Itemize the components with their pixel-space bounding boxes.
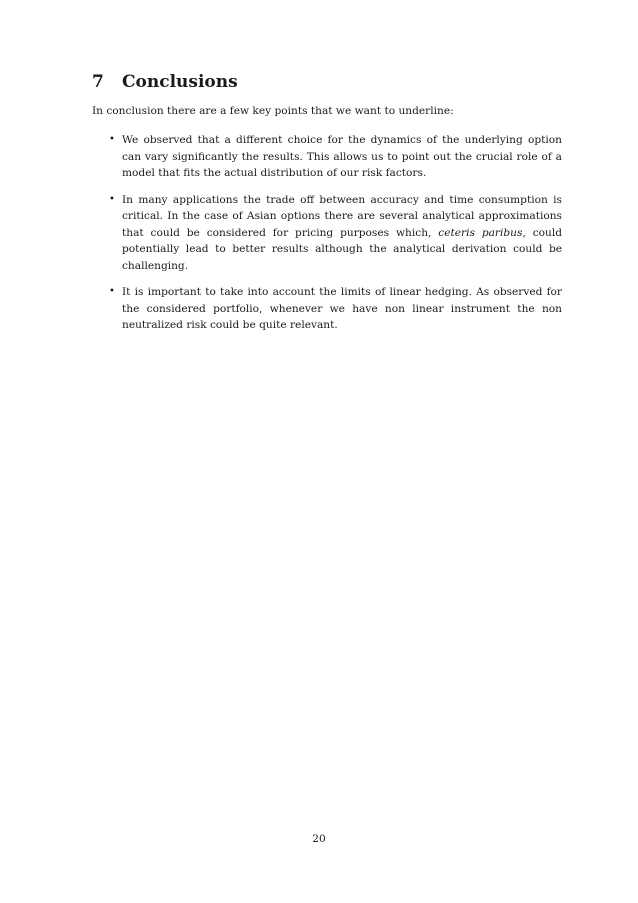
list-item [92, 132, 562, 182]
section-number: 7 [92, 72, 104, 92]
section-title: Conclusions [122, 72, 238, 92]
list-item-text-before: In many applications the trade off between accuracy and time consumption is critical. In the case of Asian options there are several analytical approximations that could be considered for pricing purposes which, [122, 193, 562, 239]
bullet-icon: • [109, 134, 115, 145]
list-item-text-after: , could potentially lead to better results although the analytical derivation could be challenging. [122, 226, 563, 272]
list-item-text [122, 192, 562, 275]
list-item-text: It is important to take into account the limits of linear hedging. As observed for the considered portfolio, whenever we have non linear instrument the non neutralized risk could be quite relevant. [122, 286, 562, 331]
list-item [92, 284, 562, 334]
section-heading [92, 71, 238, 93]
intro-paragraph: In conclusion there are a few key points that we want to underline: [92, 105, 454, 117]
bullet-icon: • [109, 193, 115, 205]
bullet-icon: • [109, 286, 115, 297]
list-item-text: We observed that a different choice for the dynamics of the underlying option can vary significantly the results. This allows us to point out the crucial role of a model that fits the actual distribution of our risk factors. [122, 134, 562, 179]
list-item [92, 192, 562, 275]
list-item-text-italic: ceteris paribus [438, 226, 523, 239]
page-number: 20 [312, 833, 326, 845]
conclusions-list [92, 132, 562, 344]
